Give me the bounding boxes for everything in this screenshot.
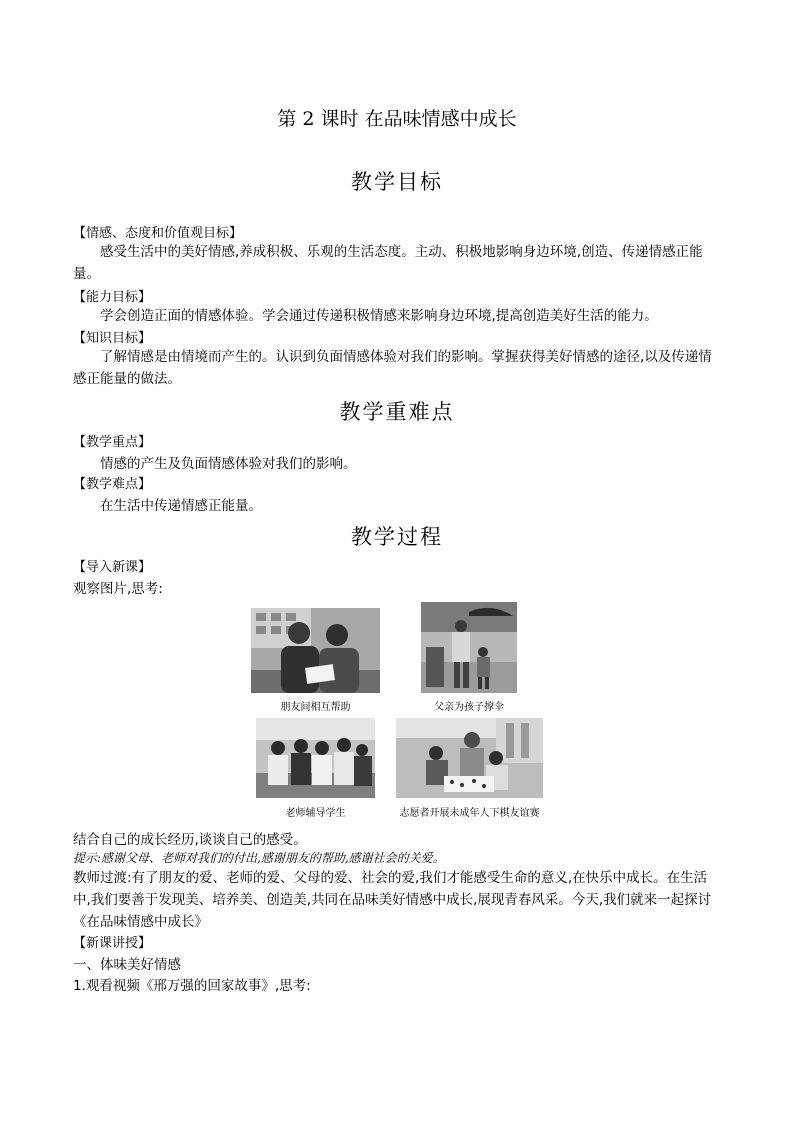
section-heading-keypoints: 教学重难点 xyxy=(339,400,455,424)
label-emotion-goal: 【情感、态度和价值观目标】 xyxy=(73,226,243,241)
paragraph-ability-goal xyxy=(73,305,723,327)
photo-father-umbrella xyxy=(421,602,517,693)
item-one-text: 1.观看视频《邢万强的回家故事》,思考: xyxy=(73,978,311,994)
section-heading-process: 教学过程 xyxy=(351,525,443,549)
label-difficult-point: 【教学难点】 xyxy=(73,477,152,492)
label-new-lesson: 【新课讲授】 xyxy=(73,936,152,951)
label-ability-goal: 【能力目标】 xyxy=(73,290,152,305)
intro-text: 观察图片,思考: xyxy=(73,581,163,597)
paragraph-emotion-goal xyxy=(73,241,723,285)
key-point-text: 情感的产生及负面情感体验对我们的影响。 xyxy=(100,456,357,472)
paragraph-knowledge-goal xyxy=(73,346,723,390)
transition-paragraph: 教师过渡:有了朋友的爱、老师的爱、父母的爱、社会的爱,我们才能感受生命的意义,在快乐中成长。在生活中,我们要善于发现美、培养美、创造美,共同在品味美好情感中成长,展现青春风采。今天,我们就来一起探讨《在品味情感中成长》 xyxy=(73,870,712,930)
reflect-prompt: 结合自己的成长经历,谈谈自己的感受。 xyxy=(73,832,307,848)
label-knowledge-goal: 【知识目标】 xyxy=(73,331,152,346)
part-one-heading: 一、体味美好情感 xyxy=(73,957,181,973)
label-intro: 【导入新课】 xyxy=(73,560,152,575)
hint-text: 提示:感谢父母、老师对我们的付出,感谢朋友的帮助,感谢社会的关爱。 xyxy=(73,851,445,865)
ability-goal-text: 学会创造正面的情感体验。学会通过传递积极情感来影响身边环境,提高创造美好生活的能力。 xyxy=(100,308,658,324)
caption-teacher-tutoring: 老师辅导学生 xyxy=(285,808,346,819)
caption-father-umbrella: 父亲为孩子撑伞 xyxy=(434,702,504,713)
page-title: 第 2 课时 在品味情感中成长 xyxy=(277,108,517,130)
section-heading-goals: 教学目标 xyxy=(351,170,443,194)
caption-friends-helping: 朋友间相互帮助 xyxy=(280,702,351,713)
caption-volunteer-chess: 志愿者开展未成年人下棋友谊赛 xyxy=(399,808,540,819)
photo-friends-helping xyxy=(251,608,380,693)
difficult-point-text: 在生活中传递情感正能量。 xyxy=(100,498,262,514)
photo-volunteer-chess xyxy=(396,718,543,798)
knowledge-goal-text: 了解情感是由情境而产生的。认识到负面情感体验对我们的影响。掌握获得美好情感的途径,以及传递情感正能量的做法。 xyxy=(73,349,712,387)
emotion-goal-text: 感受生活中的美好情感,养成积极、乐观的生活态度。主动、积极地影响身边环境,创造、传递情感正能量。 xyxy=(73,244,703,282)
photo-teacher-tutoring xyxy=(256,718,375,798)
label-key-point: 【教学重点】 xyxy=(73,435,152,450)
